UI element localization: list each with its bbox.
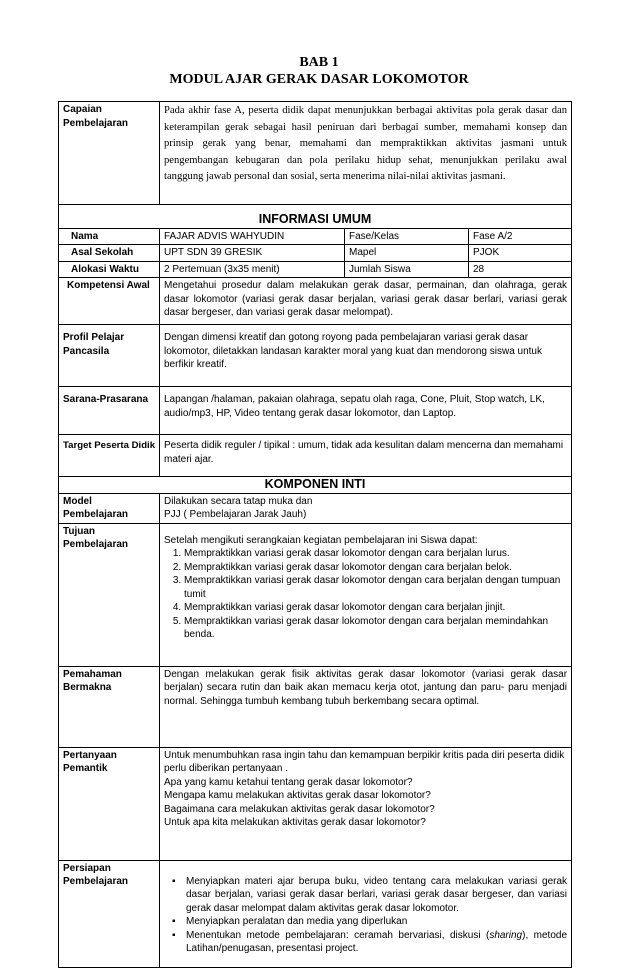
informasi-umum-heading: INFORMASI UMUM	[59, 205, 572, 229]
module-table	[58, 101, 572, 968]
pemahaman-row	[59, 666, 572, 747]
pertanyaan-item: Untuk apa kita melakukan aktivitas gerak dasar lokomotor?	[164, 817, 426, 828]
persiapan-cell	[160, 860, 572, 967]
capaian-label: Capaian Pembelajaran	[59, 102, 160, 205]
sarana-label: Sarana-Prasarana	[59, 387, 160, 435]
mapel-label: Mapel	[345, 245, 469, 262]
nama-row	[59, 228, 572, 245]
kompetensi-row	[59, 278, 572, 325]
tujuan-row	[59, 523, 572, 666]
persiapan-row	[59, 860, 572, 967]
nama-value: FAJAR ADVIS WAHYUDIN	[160, 228, 345, 245]
capaian-row	[59, 102, 572, 205]
persiapan-item	[176, 929, 567, 956]
sarana-text: Lapangan /halaman, pakaian olahraga, sepatu olah raga, Cone, Pluit, Stop watch, LK, audio/mp3, HP, Video tentang gerak dasar lokomotor, dan Laptop.	[160, 387, 572, 435]
sekolah-row	[59, 245, 572, 262]
persiapan-3-pre: Menentukan metode pembelajaran: ceramah bervariasi, diskusi (	[186, 929, 490, 941]
persiapan-3-post: ), metode Latihan/penugasan, presentasi project.	[186, 929, 568, 954]
tujuan-item: 4. Mempraktikkan variasi gerak dasar lokomotor dengan cara berjalan jinjit.	[184, 601, 567, 615]
kompetensi-text: Mengetahui prosedur dalam melakukan gerak dasar, permainan, dan olahraga, gerak dasar lokomotor (variasi gerak dasar berjalan, variasi gerak dasar berlari, variasi gerak dasar bergeser, dan variasi gerak dasar melompat).	[160, 278, 572, 325]
pertanyaan-cell	[160, 747, 572, 860]
kompetensi-label: Kompetensi Awal	[59, 278, 160, 325]
model-cell	[160, 493, 572, 523]
fase-label: Fase/Kelas	[345, 228, 469, 245]
nama-label: Nama	[59, 228, 160, 245]
sekolah-label: Asal Sekolah	[59, 245, 160, 262]
informasi-umum-header-row	[59, 205, 572, 229]
persiapan-item: ▪ Menyiapkan peralatan dan media yang diperlukan	[176, 915, 567, 929]
target-text: Peserta didik reguler / tipikal : umum, tidak ada kesulitan dalam mencerna dan memahami materi ajar.	[160, 435, 572, 477]
komponen-inti-heading: KOMPONEN INTI	[59, 477, 572, 494]
sekolah-value: UPT SDN 39 GRESIK	[160, 245, 345, 262]
tujuan-label: Tujuan Pembelajaran	[59, 523, 160, 666]
model-label: Model Pembelajaran	[59, 493, 160, 523]
tujuan-item: 5. Mempraktikkan variasi gerak dasar lokomotor dengan cara berjalan memindahkan benda.	[184, 615, 567, 642]
sarana-row	[59, 387, 572, 435]
waktu-row	[59, 261, 572, 278]
capaian-text: Pada akhir fase A, peserta didik dapat menunjukkan berbagai aktivitas pola gerak dasar dan keterampilan gerak sebagai hasil peniruan dari berbagai sumber, memahami konsep dan prinsip gerak yang benar, memahami dan mempraktikkan aktivitas jasmani untuk pengembangan kebugaran dan pola perilaku hidup sehat, menunjukkan perilaku awal tanggung jawab personal dan sosial, serta menerima nilai-nilai aktivitas jasmani.	[160, 102, 572, 205]
pertanyaan-row	[59, 747, 572, 860]
profil-row	[59, 325, 572, 387]
persiapan-3-em: sharing	[489, 929, 523, 941]
profil-text: Dengan dimensi kreatif dan gotong royong pada pembelajaran variasi gerak dasar lokomotor, diletakkan landasan karakter moral yang kuat dan mendorong siswa untuk berfikir kreatif.	[160, 325, 572, 387]
target-label: Target Peserta Didik	[59, 435, 160, 477]
pemahaman-text: Dengan melakukan gerak fisik aktivitas gerak dasar lokomotor (variasi gerak dasar berjalan) secara rutin dan baik akan memacu kerja otot, jantung dan paru- paru menjadi normal. Sehingga tumbuh kembang tubuh berkembang secara optimal.	[160, 666, 572, 747]
pertanyaan-item: Apa yang kamu ketahui tentang gerak dasar lokomotor?	[164, 776, 413, 788]
mapel-value: PJOK	[469, 245, 572, 262]
pertanyaan-item: Mengapa kamu melakukan aktivitas gerak dasar lokomotor?	[164, 790, 431, 801]
pemahaman-label: Pemahaman Bermakna	[59, 666, 160, 747]
siswa-value: 28	[469, 261, 572, 278]
tujuan-intro: Setelah mengikuti serangkaian kegiatan pembelajaran ini Siswa dapat:	[164, 534, 478, 546]
tujuan-item: 3. Mempraktikkan variasi gerak dasar lokomotor dengan cara berjalan dengan tumpuan tumit	[184, 574, 567, 601]
model-row	[59, 493, 572, 523]
tujuan-list	[164, 547, 567, 642]
pertanyaan-label: Pertanyaan Pemantik	[59, 747, 160, 860]
model-line-2: PJJ ( Pembelajaran Jarak Jauh)	[164, 509, 307, 520]
persiapan-item: ▪ Menyiapkan materi ajar berupa buku, video tentang cara melakukan variasi gerak dasar berjalan, variasi gerak dasar berlari, variasi gerak dasar bergeser, dan variasi gerak dasar melompat dalam aktivitas gerak dasar lokomotor.	[176, 875, 567, 916]
pertanyaan-item: Bagaimana cara melakukan aktivitas gerak dasar lokomotor?	[164, 803, 435, 815]
tujuan-item: 2. Mempraktikkan variasi gerak dasar lokomotor dengan cara berjalan belok.	[184, 561, 567, 575]
tujuan-cell	[160, 523, 572, 666]
module-title: MODUL AJAR GERAK DASAR LOKOMOTOR	[169, 72, 469, 87]
waktu-label: Alokasi Waktu	[59, 261, 160, 278]
waktu-value: 2 Pertemuan (3x35 menit)	[160, 261, 345, 278]
profil-label: Profil Pelajar Pancasila	[59, 325, 160, 387]
target-row	[59, 435, 572, 477]
siswa-label: Jumlah Siswa	[345, 261, 469, 278]
fase-value: Fase A/2	[469, 228, 572, 245]
tujuan-item: 1. Mempraktikkan variasi gerak dasar lokomotor dengan cara berjalan lurus.	[184, 547, 567, 561]
pertanyaan-intro: Untuk menumbuhkan rasa ingin tahu dan kemampuan berpikir kritis pada diri peserta didik perlu diberikan pertanyaan .	[164, 749, 565, 774]
chapter-title: BAB 1	[299, 55, 339, 70]
model-line-1: Dilakukan secara tatap muka dan	[164, 495, 313, 507]
komponen-inti-header-row	[59, 477, 572, 494]
persiapan-list	[164, 875, 567, 956]
persiapan-label: Persiapan Pembelajaran	[59, 860, 160, 967]
